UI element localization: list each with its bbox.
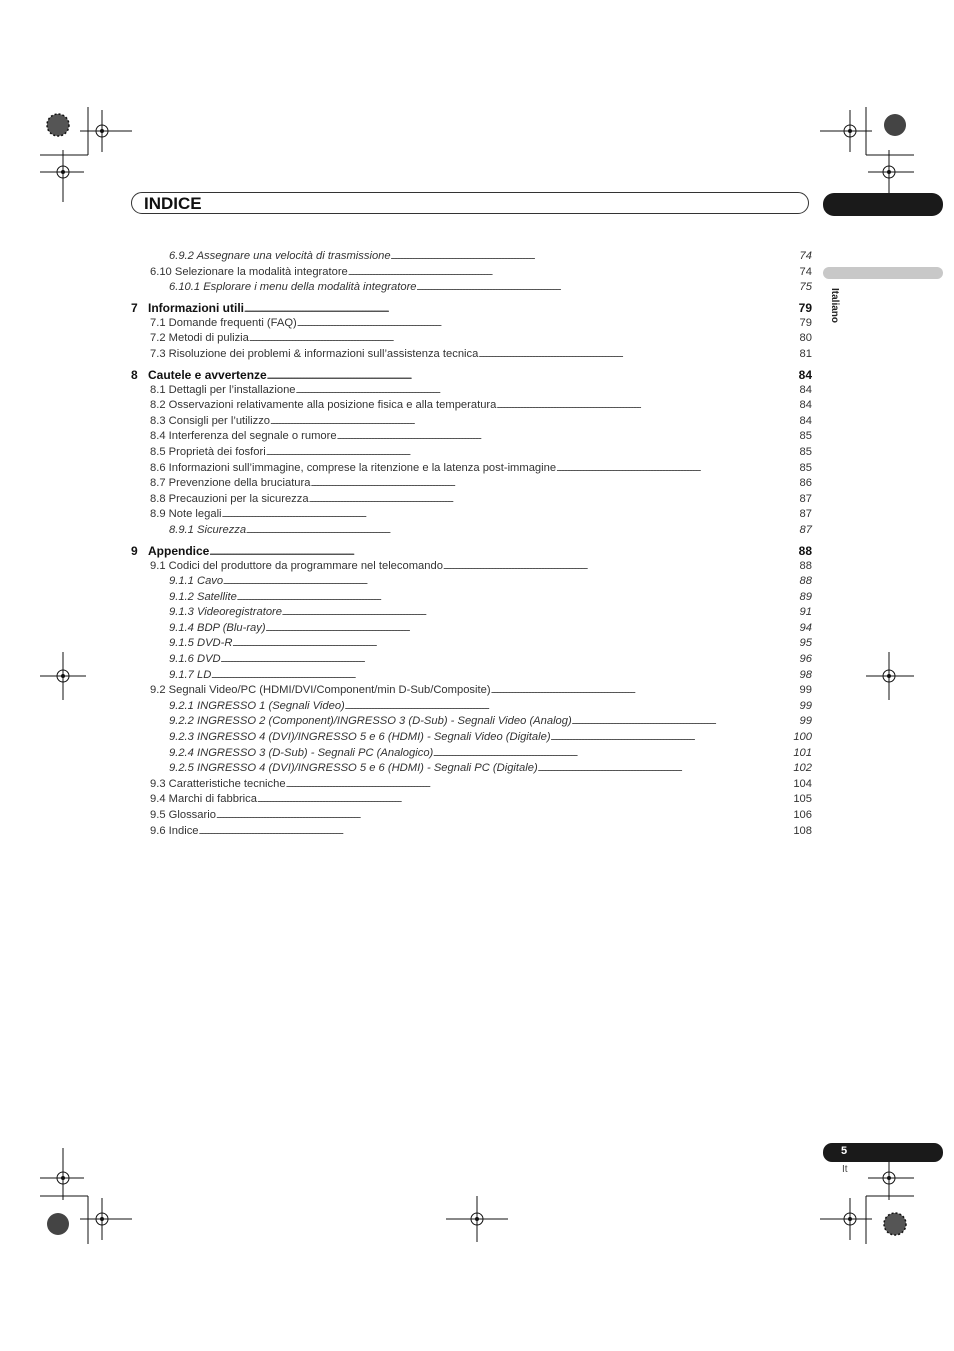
toc-entry-title xyxy=(169,730,551,746)
toc-entry-page: 88 xyxy=(799,559,812,572)
toc-entry-page: 95 xyxy=(799,637,812,650)
toc-entry-page: 81 xyxy=(799,347,812,360)
toc-entry-text: Informazioni sull’immagine, comprese la ritenzione e la latenza post-immagine xyxy=(168,461,557,474)
toc-entry-page: 87 xyxy=(799,523,812,536)
toc-entry[interactable] xyxy=(131,792,812,808)
toc-entry-page: 105 xyxy=(793,793,812,806)
toc-entry-text: Proprietà dei fosfori xyxy=(168,445,266,458)
toc-entry-page: 88 xyxy=(799,575,812,588)
toc-leader-dots xyxy=(309,492,798,508)
toc-leader-dots xyxy=(211,668,797,684)
toc-entry[interactable] xyxy=(131,492,812,508)
toc-entry-text: Consigli per l’utilizzo xyxy=(168,414,271,427)
toc-entry-title xyxy=(131,300,244,316)
toc-entry-number: 7.2 xyxy=(150,332,166,345)
toc-entry-title xyxy=(150,331,249,347)
toc-entry-text: Prevenzione della bruciatura xyxy=(168,477,311,490)
toc-leader-dots xyxy=(246,523,797,539)
page-title: INDICE xyxy=(144,194,202,213)
toc-entry[interactable] xyxy=(131,331,812,347)
toc-entry[interactable] xyxy=(131,808,812,824)
toc-entry-number: 7.1 xyxy=(150,316,166,329)
toc-entry[interactable] xyxy=(131,714,812,730)
toc-entry-number: 6.10 xyxy=(150,265,172,278)
toc-entry-number: 6.9.2 xyxy=(169,250,194,262)
toc-entry-title xyxy=(150,824,199,840)
toc-leader-dots xyxy=(337,429,798,445)
toc-entry-number: 9 xyxy=(131,543,138,558)
header-bar xyxy=(131,192,809,214)
toc-entry-number: 9.5 xyxy=(150,809,166,821)
toc-entry-text: INGRESSO 4 (DVI)/INGRESSO 5 e 6 (HDMI) - Segnali Video (Digitale) xyxy=(197,731,551,744)
toc-entry-page: 74 xyxy=(799,265,812,278)
toc-entry-text: Marchi di fabbrica xyxy=(168,793,257,806)
toc-entry-number: 7.3 xyxy=(150,347,166,360)
toc-entry[interactable] xyxy=(131,605,812,621)
toc-entry-title xyxy=(169,668,211,684)
toc-entry-title xyxy=(169,652,221,668)
toc-entry[interactable] xyxy=(131,398,812,414)
toc-entry-number: 9.2.1 xyxy=(169,699,194,712)
toc-entry-page: 75 xyxy=(799,281,812,294)
toc-leader-dots xyxy=(496,398,797,414)
toc-entry-number: 9.2.4 xyxy=(169,746,194,759)
toc-entry-page: 104 xyxy=(793,777,812,790)
toc-leader-dots xyxy=(491,683,798,699)
toc-entry-text: Segnali Video/PC (HDMI/DVI/Component/min D-Sub/Composite) xyxy=(168,684,491,697)
toc-leader-dots xyxy=(249,331,798,347)
toc-leader-dots xyxy=(267,367,797,383)
toc-entry-number: 9.4 xyxy=(150,793,166,806)
toc-entry-page: 99 xyxy=(799,715,812,728)
toc-entry-text: LD xyxy=(197,668,212,681)
toc-leader-dots xyxy=(556,461,797,477)
toc-entry[interactable] xyxy=(131,249,812,265)
toc-entry-title xyxy=(131,367,267,383)
toc-entry-text: INGRESSO 4 (DVI)/INGRESSO 5 e 6 (HDMI) - Segnali PC (Digitale) xyxy=(197,762,538,775)
toc-entry-page: 94 xyxy=(799,621,812,634)
toc-entry[interactable] xyxy=(131,543,812,559)
language-label xyxy=(824,288,846,348)
toc-entry-page: 102 xyxy=(793,762,812,775)
toc-leader-dots xyxy=(221,652,798,668)
toc-leader-dots xyxy=(310,476,797,492)
toc-entry-number: 9.1 xyxy=(150,559,166,572)
toc-entry-number: 9.6 xyxy=(150,824,166,837)
toc-entry-number: 8.9 xyxy=(150,508,166,521)
toc-entry-title xyxy=(150,383,296,399)
toc-entry-text: Cavo xyxy=(197,575,224,588)
toc-entry-page: 91 xyxy=(799,606,812,619)
toc-entry-page: 99 xyxy=(799,684,812,697)
toc-entry-number: 6.10.1 xyxy=(169,281,201,294)
toc-entry-page: 88 xyxy=(798,543,812,558)
toc-entry-text: Esplorare i menu della modalità integratore xyxy=(203,281,417,294)
toc-entry-text: Precauzioni per la sicurezza xyxy=(168,492,309,505)
toc-entry[interactable] xyxy=(131,461,812,477)
toc-entry-title xyxy=(150,507,222,523)
toc-entry[interactable] xyxy=(131,507,812,523)
toc-leader-dots xyxy=(348,265,798,281)
toc-entry-number: 9.1.3 xyxy=(169,606,194,619)
toc-entry-number: 8.7 xyxy=(150,477,166,490)
toc-leader-dots xyxy=(266,621,798,637)
toc-entry-title xyxy=(150,414,270,430)
toc-entry-title xyxy=(150,476,310,492)
toc-entry[interactable] xyxy=(131,824,812,840)
toc-entry[interactable] xyxy=(131,699,812,715)
toc-entry-page: 100 xyxy=(793,731,812,744)
toc-entry-title xyxy=(169,636,232,652)
toc-entry[interactable] xyxy=(131,559,812,575)
toc-entry-number: 9.1.2 xyxy=(169,590,194,603)
toc-entry-page: 84 xyxy=(799,399,812,412)
toc-entry-page: 84 xyxy=(799,414,812,427)
toc-leader-dots xyxy=(478,347,797,363)
toc-entry-title xyxy=(169,249,391,265)
toc-entry-text: DVD-R xyxy=(197,637,233,650)
toc-entry-title xyxy=(150,777,286,793)
toc-entry[interactable] xyxy=(131,574,812,590)
toc-entry-title xyxy=(150,461,556,477)
toc-entry-title xyxy=(150,398,496,414)
toc-entry-number: 7 xyxy=(131,300,138,315)
toc-entry[interactable] xyxy=(131,761,812,777)
toc-entry-text: DVD xyxy=(197,653,221,666)
toc-entry-page: 85 xyxy=(799,461,812,474)
toc-entry-text: Dettagli per l’installazione xyxy=(168,383,296,396)
toc-entry-number: 9.3 xyxy=(150,777,166,790)
toc-entry[interactable] xyxy=(131,621,812,637)
toc-entry-text: Informazioni utili xyxy=(148,300,244,315)
toc-leader-dots xyxy=(270,414,798,430)
toc-entry-text: Assegnare una velocità di trasmissione xyxy=(196,250,391,262)
toc-entry-text: Sicurezza xyxy=(197,523,247,536)
toc-entry-title xyxy=(169,761,538,777)
table-of-contents xyxy=(131,249,812,839)
toc-entry-text: INGRESSO 2 (Component)/INGRESSO 3 (D-Sub) - Segnali Video (Analog) xyxy=(197,715,572,728)
toc-entry-text: BDP (Blu-ray) xyxy=(197,621,266,634)
toc-entry-title xyxy=(169,280,417,296)
toc-entry-title xyxy=(150,316,297,332)
toc-entry-title xyxy=(150,492,309,508)
toc-entry-page: 74 xyxy=(799,250,812,262)
toc-entry-page: 108 xyxy=(793,824,812,837)
toc-entry[interactable] xyxy=(131,429,812,445)
toc-entry-page: 89 xyxy=(799,590,812,603)
page-number: 5 xyxy=(841,1145,848,1157)
toc-entry-title xyxy=(169,746,433,762)
toc-entry-page: 85 xyxy=(799,430,812,443)
toc-entry[interactable] xyxy=(131,652,812,668)
toc-entry-text: Risoluzione dei problemi & informazioni sull’assistenza tecnica xyxy=(168,347,479,360)
toc-entry-page: 86 xyxy=(799,477,812,490)
toc-entry-page: 87 xyxy=(799,508,812,521)
toc-entry-title xyxy=(169,523,246,539)
toc-entry-text: INGRESSO 3 (D-Sub) - Segnali PC (Analogico) xyxy=(197,746,434,759)
toc-entry-title xyxy=(150,808,216,824)
toc-entry-page: 85 xyxy=(799,445,812,458)
toc-entry[interactable] xyxy=(131,414,812,430)
toc-entry-text: Note legali xyxy=(168,508,222,521)
toc-leader-dots xyxy=(257,792,791,808)
toc-entry[interactable] xyxy=(131,367,812,383)
toc-entry-page: 79 xyxy=(799,316,812,329)
toc-entry[interactable] xyxy=(131,300,812,316)
toc-leader-dots xyxy=(345,699,798,715)
toc-leader-dots xyxy=(572,714,798,730)
toc-entry-number: 9.2 xyxy=(150,684,166,697)
toc-entry-text: Caratteristiche tecniche xyxy=(168,777,286,790)
toc-leader-dots xyxy=(391,249,798,265)
language-tab xyxy=(823,267,943,279)
toc-entry-page: 99 xyxy=(799,699,812,712)
toc-entry-page: 84 xyxy=(798,367,812,382)
toc-entry-text: Interferenza del segnale o rumore xyxy=(168,430,337,443)
toc-entry[interactable] xyxy=(131,746,812,762)
toc-entry-number: 8 xyxy=(131,367,138,382)
toc-entry-number: 9.2.3 xyxy=(169,731,194,744)
toc-leader-dots xyxy=(244,300,797,316)
toc-entry-title xyxy=(169,590,237,606)
toc-entry-number: 8.8 xyxy=(150,492,166,505)
toc-entry-number: 9.2.5 xyxy=(169,762,194,775)
toc-entry-text: Glossario xyxy=(168,809,216,821)
toc-entry-page: 79 xyxy=(798,300,812,315)
toc-entry-number: 8.2 xyxy=(150,399,166,412)
toc-leader-dots xyxy=(417,280,798,296)
toc-entry-number: 9.1.6 xyxy=(169,653,194,666)
toc-entry-text: Cautele e avvertenze xyxy=(148,367,267,382)
toc-entry-number: 8.3 xyxy=(150,414,166,427)
toc-entry-title xyxy=(131,543,209,559)
toc-leader-dots xyxy=(232,636,797,652)
toc-entry-text: Osservazioni relativamente alla posizione fisica e alla temperatura xyxy=(168,399,497,412)
language-text: Italiano xyxy=(829,288,840,324)
toc-entry-page: 98 xyxy=(799,668,812,681)
toc-leader-dots xyxy=(538,761,792,777)
toc-entry-text: Indice xyxy=(168,824,199,837)
toc-entry-title xyxy=(150,429,337,445)
toc-entry-title xyxy=(150,792,257,808)
toc-entry[interactable] xyxy=(131,523,812,539)
toc-entry[interactable] xyxy=(131,383,812,399)
toc-entry[interactable] xyxy=(131,683,812,699)
toc-leader-dots xyxy=(297,316,798,332)
toc-entry[interactable] xyxy=(131,636,812,652)
toc-entry[interactable] xyxy=(131,476,812,492)
toc-entry-title xyxy=(169,605,282,621)
toc-leader-dots xyxy=(266,445,798,461)
toc-leader-dots xyxy=(209,543,796,559)
toc-entry-number: 8.5 xyxy=(150,445,166,458)
toc-entry[interactable] xyxy=(131,280,812,296)
toc-entry-number: 9.2.2 xyxy=(169,715,194,728)
toc-entry-title xyxy=(169,699,345,715)
toc-entry-title xyxy=(150,265,348,281)
toc-leader-dots xyxy=(222,507,798,523)
toc-entry-text: Satellite xyxy=(197,590,237,603)
toc-entry[interactable] xyxy=(131,316,812,332)
toc-entry-page: 106 xyxy=(793,809,812,821)
toc-entry-number: 8.4 xyxy=(150,430,166,443)
toc-entry-page: 84 xyxy=(799,383,812,396)
toc-leader-dots xyxy=(551,730,792,746)
toc-entry-text: Metodi di pulizia xyxy=(168,332,249,345)
page-language-code: It xyxy=(842,1164,848,1175)
toc-entry[interactable] xyxy=(131,347,812,363)
toc-entry-title xyxy=(169,574,223,590)
toc-leader-dots xyxy=(433,746,791,762)
toc-entry-text: Appendice xyxy=(148,543,210,558)
toc-entry-number: 8.1 xyxy=(150,383,166,396)
toc-entry-text: INGRESSO 1 (Segnali Video) xyxy=(197,699,345,712)
toc-entry-title xyxy=(150,445,266,461)
toc-entry-number: 9.1.7 xyxy=(169,668,194,681)
toc-entry[interactable] xyxy=(131,668,812,684)
toc-entry-number: 8.9.1 xyxy=(169,523,194,536)
toc-entry-title xyxy=(150,683,491,699)
toc-leader-dots xyxy=(216,808,791,824)
toc-entry-number: 8.6 xyxy=(150,461,166,474)
toc-entry-title xyxy=(150,559,443,575)
toc-entry-text: Selezionare la modalità integratore xyxy=(174,265,348,278)
toc-entry[interactable] xyxy=(131,265,812,281)
chapter-tab xyxy=(823,193,943,216)
toc-entry-number: 9.1.5 xyxy=(169,637,194,650)
toc-entry-title xyxy=(169,714,572,730)
toc-entry-text: Domande frequenti (FAQ) xyxy=(168,316,297,329)
toc-entry[interactable] xyxy=(131,730,812,746)
toc-leader-dots xyxy=(286,777,792,793)
toc-entry[interactable] xyxy=(131,777,812,793)
toc-entry-page: 80 xyxy=(799,332,812,345)
toc-leader-dots xyxy=(237,590,798,606)
toc-entry[interactable] xyxy=(131,445,812,461)
toc-entry-page: 101 xyxy=(793,746,812,759)
toc-entry-text: Videoregistratore xyxy=(197,606,282,619)
toc-leader-dots xyxy=(282,605,798,621)
toc-leader-dots xyxy=(199,824,792,840)
toc-entry[interactable] xyxy=(131,590,812,606)
toc-leader-dots xyxy=(296,383,798,399)
toc-entry-title xyxy=(169,621,266,637)
toc-entry-number: 9.1.4 xyxy=(169,621,194,634)
toc-leader-dots xyxy=(223,574,797,590)
toc-leader-dots xyxy=(443,559,798,575)
toc-entry-page: 96 xyxy=(799,653,812,666)
toc-entry-title xyxy=(150,347,478,363)
toc-entry-page: 87 xyxy=(799,492,812,505)
page-number-tab xyxy=(823,1143,943,1162)
toc-entry-text: Codici del produttore da programmare nel telecomando xyxy=(168,559,443,572)
toc-entry-number: 9.1.1 xyxy=(169,575,194,588)
